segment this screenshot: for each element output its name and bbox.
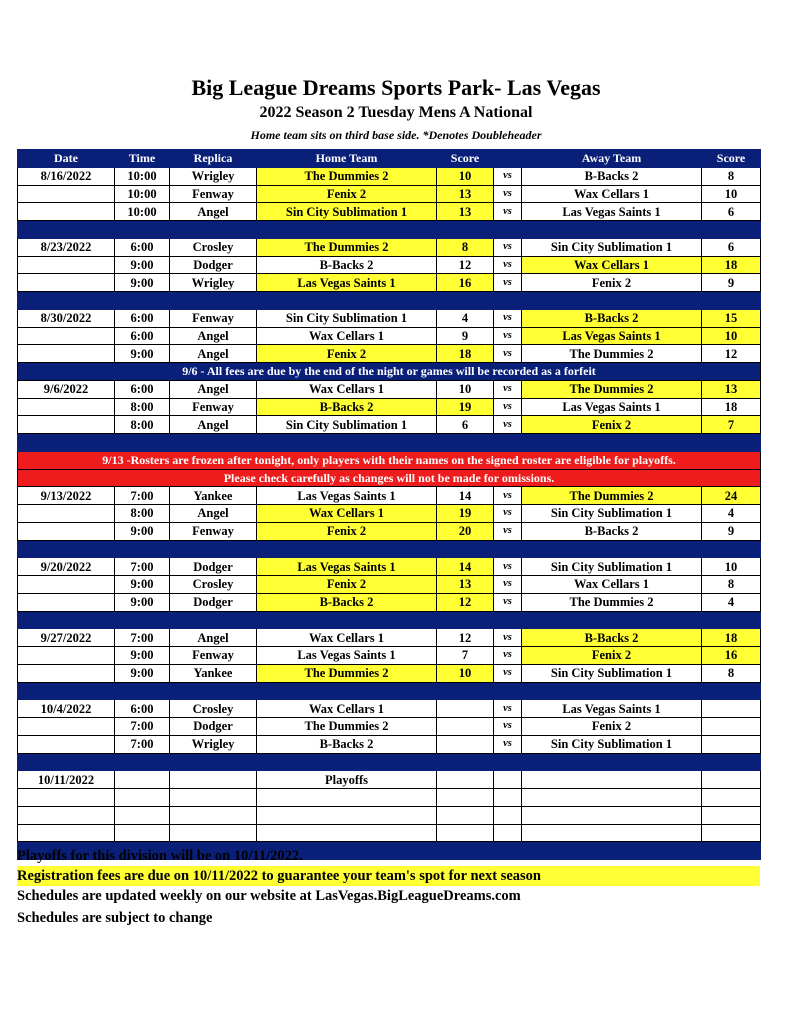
week-separator-row xyxy=(18,434,761,452)
away-score-cell: 7 xyxy=(702,416,761,434)
table-header-row xyxy=(18,150,761,168)
vs-cell: vs xyxy=(494,167,522,185)
home-score-cell: 10 xyxy=(437,167,494,185)
away-team-cell: Las Vegas Saints 1 xyxy=(522,700,702,718)
game-row xyxy=(18,789,761,807)
away-team-cell: Sin City Sublimation 1 xyxy=(522,664,702,682)
away-team-cell: Fenix 2 xyxy=(522,647,702,665)
date-cell xyxy=(18,505,115,523)
time-cell xyxy=(115,824,170,842)
home-team-cell: B-Backs 2 xyxy=(257,398,437,416)
home-score-cell: 9 xyxy=(437,327,494,345)
time-cell: 6:00 xyxy=(115,327,170,345)
vs-cell: vs xyxy=(494,647,522,665)
date-cell xyxy=(18,718,115,736)
separator-cell xyxy=(18,540,761,558)
home-score-cell xyxy=(437,700,494,718)
time-cell: 9:00 xyxy=(115,256,170,274)
away-score-cell xyxy=(702,735,761,753)
time-cell: 6:00 xyxy=(115,238,170,256)
home-score-cell xyxy=(437,718,494,736)
time-cell: 7:00 xyxy=(115,558,170,576)
schedule-body xyxy=(18,167,761,859)
date-cell xyxy=(18,789,115,807)
away-team-cell xyxy=(522,806,702,824)
replica-field-cell xyxy=(170,789,257,807)
home-team-cell: Wax Cellars 1 xyxy=(257,505,437,523)
game-row xyxy=(18,274,761,292)
home-team-cell: Las Vegas Saints 1 xyxy=(257,647,437,665)
away-team-cell: Wax Cellars 1 xyxy=(522,185,702,203)
col-header-home-score: Score xyxy=(437,150,494,168)
home-score-cell: 12 xyxy=(437,593,494,611)
home-team-cell: B-Backs 2 xyxy=(257,735,437,753)
time-cell: 9:00 xyxy=(115,576,170,594)
away-score-cell: 18 xyxy=(702,629,761,647)
replica-field-cell xyxy=(170,824,257,842)
game-row xyxy=(18,487,761,505)
replica-field-cell: Fenway xyxy=(170,309,257,327)
schedule-table xyxy=(17,149,761,860)
game-row xyxy=(18,238,761,256)
home-team-cell xyxy=(257,806,437,824)
away-team-cell: Las Vegas Saints 1 xyxy=(522,398,702,416)
home-score-cell: 18 xyxy=(437,345,494,363)
away-team-cell: Sin City Sublimation 1 xyxy=(522,735,702,753)
registration-notice: Registration fees are due on 10/11/2022 to guarantee your team's spot for next season xyxy=(17,866,760,886)
away-team-cell xyxy=(522,824,702,842)
vs-cell: vs xyxy=(494,416,522,434)
home-team-cell: Las Vegas Saints 1 xyxy=(257,274,437,292)
website-notice: Schedules are updated weekly on our website at LasVegas.BigLeagueDreams.com xyxy=(17,888,521,904)
home-team-note: Home team sits on third base side. *Denotes Doubleheader xyxy=(250,128,542,142)
date-cell xyxy=(18,647,115,665)
game-row xyxy=(18,718,761,736)
time-cell: 6:00 xyxy=(115,700,170,718)
date-cell xyxy=(18,735,115,753)
away-score-cell: 4 xyxy=(702,593,761,611)
separator-cell xyxy=(18,611,761,629)
time-cell: 10:00 xyxy=(115,203,170,221)
game-row xyxy=(18,398,761,416)
date-cell: 9/13/2022 xyxy=(18,487,115,505)
game-row xyxy=(18,185,761,203)
replica-field-cell: Wrigley xyxy=(170,274,257,292)
away-score-cell: 9 xyxy=(702,274,761,292)
vs-cell xyxy=(494,806,522,824)
game-row xyxy=(18,735,761,753)
home-score-cell: 8 xyxy=(437,238,494,256)
time-cell: 6:00 xyxy=(115,380,170,398)
replica-field-cell: Angel xyxy=(170,203,257,221)
roster-alert-row xyxy=(18,451,761,469)
week-separator-row xyxy=(18,753,761,771)
vs-cell: vs xyxy=(494,593,522,611)
vs-cell xyxy=(494,824,522,842)
time-cell: 6:00 xyxy=(115,309,170,327)
away-score-cell: 18 xyxy=(702,256,761,274)
vs-cell: vs xyxy=(494,185,522,203)
game-row xyxy=(18,327,761,345)
away-score-cell xyxy=(702,771,761,789)
away-score-cell xyxy=(702,789,761,807)
away-team-cell: The Dummies 2 xyxy=(522,593,702,611)
game-row xyxy=(18,771,761,789)
replica-field-cell: Wrigley xyxy=(170,167,257,185)
vs-cell: vs xyxy=(494,522,522,540)
away-team-cell xyxy=(522,789,702,807)
date-cell: 10/4/2022 xyxy=(18,700,115,718)
away-team-cell: Las Vegas Saints 1 xyxy=(522,203,702,221)
away-score-cell: 10 xyxy=(702,185,761,203)
replica-field-cell: Angel xyxy=(170,629,257,647)
away-score-cell: 13 xyxy=(702,380,761,398)
replica-field-cell: Fenway xyxy=(170,522,257,540)
date-cell xyxy=(18,274,115,292)
vs-cell: vs xyxy=(494,700,522,718)
home-score-cell: 14 xyxy=(437,558,494,576)
notice-text: Please check carefully as changes will not be made for omissions. xyxy=(18,469,761,487)
home-team-cell: Sin City Sublimation 1 xyxy=(257,203,437,221)
time-cell: 9:00 xyxy=(115,522,170,540)
col-header-date: Date xyxy=(18,150,115,168)
game-row xyxy=(18,256,761,274)
away-score-cell: 8 xyxy=(702,167,761,185)
date-cell xyxy=(18,398,115,416)
vs-cell: vs xyxy=(494,487,522,505)
game-row xyxy=(18,203,761,221)
time-cell: 10:00 xyxy=(115,185,170,203)
replica-field-cell xyxy=(170,806,257,824)
week-separator-row xyxy=(18,540,761,558)
date-cell: 8/23/2022 xyxy=(18,238,115,256)
away-team-cell: Wax Cellars 1 xyxy=(522,256,702,274)
home-team-cell: Fenix 2 xyxy=(257,185,437,203)
time-cell xyxy=(115,806,170,824)
home-score-cell: 10 xyxy=(437,664,494,682)
time-cell xyxy=(115,789,170,807)
replica-field-cell: Crosley xyxy=(170,238,257,256)
away-team-cell: Fenix 2 xyxy=(522,274,702,292)
home-team-cell: Wax Cellars 1 xyxy=(257,700,437,718)
game-row xyxy=(18,522,761,540)
away-score-cell: 6 xyxy=(702,238,761,256)
home-score-cell: 20 xyxy=(437,522,494,540)
date-cell: 10/11/2022 xyxy=(18,771,115,789)
col-header-time: Time xyxy=(115,150,170,168)
week-separator-row xyxy=(18,611,761,629)
away-team-cell: B-Backs 2 xyxy=(522,309,702,327)
replica-field-cell: Fenway xyxy=(170,185,257,203)
date-cell xyxy=(18,824,115,842)
home-score-cell: 10 xyxy=(437,380,494,398)
time-cell: 8:00 xyxy=(115,398,170,416)
away-score-cell: 8 xyxy=(702,576,761,594)
game-row xyxy=(18,380,761,398)
replica-field-cell: Dodger xyxy=(170,256,257,274)
replica-field-cell: Dodger xyxy=(170,558,257,576)
date-cell xyxy=(18,327,115,345)
home-team-cell: Playoffs xyxy=(257,771,437,789)
notice-text: 9/6 - All fees are due by the end of the night or games will be recorded as a forfeit xyxy=(18,363,761,381)
home-score-cell: 14 xyxy=(437,487,494,505)
col-header-away-team: Away Team xyxy=(522,150,702,168)
date-cell: 8/16/2022 xyxy=(18,167,115,185)
replica-field-cell: Wrigley xyxy=(170,735,257,753)
separator-cell xyxy=(18,753,761,771)
home-team-cell: Fenix 2 xyxy=(257,345,437,363)
home-score-cell: 16 xyxy=(437,274,494,292)
game-row xyxy=(18,664,761,682)
away-team-cell: Sin City Sublimation 1 xyxy=(522,238,702,256)
date-cell xyxy=(18,522,115,540)
away-team-cell: B-Backs 2 xyxy=(522,522,702,540)
replica-field-cell: Angel xyxy=(170,345,257,363)
home-score-cell: 4 xyxy=(437,309,494,327)
replica-field-cell: Dodger xyxy=(170,593,257,611)
away-score-cell: 16 xyxy=(702,647,761,665)
vs-cell: vs xyxy=(494,380,522,398)
away-score-cell xyxy=(702,824,761,842)
home-team-cell xyxy=(257,789,437,807)
home-team-cell xyxy=(257,824,437,842)
time-cell xyxy=(115,771,170,789)
fee-notice-row xyxy=(18,363,761,381)
replica-field-cell: Dodger xyxy=(170,718,257,736)
game-row xyxy=(18,576,761,594)
away-score-cell xyxy=(702,700,761,718)
vs-cell: vs xyxy=(494,505,522,523)
vs-cell: vs xyxy=(494,238,522,256)
home-score-cell xyxy=(437,806,494,824)
date-cell: 9/6/2022 xyxy=(18,380,115,398)
date-cell xyxy=(18,256,115,274)
away-score-cell xyxy=(702,806,761,824)
vs-cell: vs xyxy=(494,398,522,416)
notice-text: 9/13 -Rosters are frozen after tonight, only players with their names on the signed roster are eligible for playoffs. xyxy=(18,451,761,469)
time-cell: 9:00 xyxy=(115,274,170,292)
home-team-cell: Wax Cellars 1 xyxy=(257,380,437,398)
home-team-cell: Sin City Sublimation 1 xyxy=(257,416,437,434)
time-cell: 7:00 xyxy=(115,735,170,753)
home-score-cell xyxy=(437,735,494,753)
replica-field-cell: Fenway xyxy=(170,647,257,665)
week-separator-row xyxy=(18,682,761,700)
vs-cell xyxy=(494,771,522,789)
vs-cell: vs xyxy=(494,718,522,736)
vs-cell: vs xyxy=(494,274,522,292)
col-header-away-score: Score xyxy=(702,150,761,168)
date-cell: 9/20/2022 xyxy=(18,558,115,576)
playoffs-notice: Playoffs for this division will be on 10/11/2022. xyxy=(17,848,303,864)
col-header-replica: Replica xyxy=(170,150,257,168)
away-team-cell: The Dummies 2 xyxy=(522,487,702,505)
home-team-cell: The Dummies 2 xyxy=(257,167,437,185)
replica-field-cell xyxy=(170,771,257,789)
away-score-cell: 18 xyxy=(702,398,761,416)
replica-field-cell: Angel xyxy=(170,380,257,398)
replica-field-cell: Angel xyxy=(170,327,257,345)
vs-cell: vs xyxy=(494,203,522,221)
home-team-cell: B-Backs 2 xyxy=(257,593,437,611)
time-cell: 7:00 xyxy=(115,718,170,736)
date-cell xyxy=(18,345,115,363)
replica-field-cell: Crosley xyxy=(170,700,257,718)
game-row xyxy=(18,167,761,185)
vs-cell: vs xyxy=(494,345,522,363)
vs-cell: vs xyxy=(494,327,522,345)
vs-cell: vs xyxy=(494,558,522,576)
col-header-vs xyxy=(494,150,522,168)
time-cell: 8:00 xyxy=(115,505,170,523)
replica-field-cell: Yankee xyxy=(170,487,257,505)
away-score-cell: 6 xyxy=(702,203,761,221)
page-title: Big League Dreams Sports Park- Las Vegas xyxy=(191,75,601,100)
game-row xyxy=(18,806,761,824)
home-team-cell: Wax Cellars 1 xyxy=(257,327,437,345)
vs-cell: vs xyxy=(494,256,522,274)
time-cell: 7:00 xyxy=(115,487,170,505)
away-score-cell: 10 xyxy=(702,327,761,345)
date-cell: 9/27/2022 xyxy=(18,629,115,647)
home-team-cell: Wax Cellars 1 xyxy=(257,629,437,647)
home-score-cell: 13 xyxy=(437,203,494,221)
home-score-cell: 6 xyxy=(437,416,494,434)
game-row xyxy=(18,824,761,842)
page-subtitle: 2022 Season 2 Tuesday Mens A National xyxy=(259,104,533,121)
time-cell: 9:00 xyxy=(115,593,170,611)
vs-cell: vs xyxy=(494,664,522,682)
vs-cell: vs xyxy=(494,629,522,647)
game-row xyxy=(18,345,761,363)
away-score-cell: 8 xyxy=(702,664,761,682)
home-score-cell: 13 xyxy=(437,185,494,203)
replica-field-cell: Yankee xyxy=(170,664,257,682)
game-row xyxy=(18,309,761,327)
home-score-cell: 13 xyxy=(437,576,494,594)
home-score-cell xyxy=(437,789,494,807)
vs-cell: vs xyxy=(494,735,522,753)
home-score-cell xyxy=(437,824,494,842)
away-team-cell xyxy=(522,771,702,789)
replica-field-cell: Angel xyxy=(170,416,257,434)
away-score-cell: 4 xyxy=(702,505,761,523)
away-score-cell xyxy=(702,718,761,736)
away-score-cell: 10 xyxy=(702,558,761,576)
away-team-cell: Fenix 2 xyxy=(522,416,702,434)
away-score-cell: 9 xyxy=(702,522,761,540)
home-team-cell: The Dummies 2 xyxy=(257,238,437,256)
separator-cell xyxy=(18,292,761,310)
away-score-cell: 24 xyxy=(702,487,761,505)
game-row xyxy=(18,558,761,576)
game-row xyxy=(18,700,761,718)
week-separator-row xyxy=(18,221,761,239)
replica-field-cell: Fenway xyxy=(170,398,257,416)
home-team-cell: Fenix 2 xyxy=(257,522,437,540)
home-score-cell: 12 xyxy=(437,256,494,274)
date-cell: 8/30/2022 xyxy=(18,309,115,327)
home-team-cell: Las Vegas Saints 1 xyxy=(257,487,437,505)
home-score-cell: 7 xyxy=(437,647,494,665)
col-header-home-team: Home Team xyxy=(257,150,437,168)
date-cell xyxy=(18,185,115,203)
date-cell xyxy=(18,806,115,824)
roster-alert-row xyxy=(18,469,761,487)
home-team-cell: The Dummies 2 xyxy=(257,718,437,736)
home-team-cell: The Dummies 2 xyxy=(257,664,437,682)
time-cell: 9:00 xyxy=(115,664,170,682)
away-team-cell: The Dummies 2 xyxy=(522,345,702,363)
away-team-cell: Fenix 2 xyxy=(522,718,702,736)
game-row xyxy=(18,505,761,523)
time-cell: 7:00 xyxy=(115,629,170,647)
home-team-cell: B-Backs 2 xyxy=(257,256,437,274)
vs-cell xyxy=(494,789,522,807)
date-cell xyxy=(18,593,115,611)
home-score-cell: 19 xyxy=(437,505,494,523)
separator-cell xyxy=(18,682,761,700)
game-row xyxy=(18,647,761,665)
home-score-cell: 12 xyxy=(437,629,494,647)
game-row xyxy=(18,416,761,434)
time-cell: 8:00 xyxy=(115,416,170,434)
week-separator-row xyxy=(18,292,761,310)
change-notice: Schedules are subject to change xyxy=(17,910,213,926)
away-score-cell: 15 xyxy=(702,309,761,327)
replica-field-cell: Crosley xyxy=(170,576,257,594)
home-team-cell: Las Vegas Saints 1 xyxy=(257,558,437,576)
game-row xyxy=(18,629,761,647)
home-team-cell: Sin City Sublimation 1 xyxy=(257,309,437,327)
vs-cell: vs xyxy=(494,309,522,327)
away-score-cell: 12 xyxy=(702,345,761,363)
away-team-cell: B-Backs 2 xyxy=(522,629,702,647)
vs-cell: vs xyxy=(494,576,522,594)
away-team-cell: Las Vegas Saints 1 xyxy=(522,327,702,345)
game-row xyxy=(18,593,761,611)
date-cell xyxy=(18,203,115,221)
date-cell xyxy=(18,664,115,682)
home-team-cell: Fenix 2 xyxy=(257,576,437,594)
date-cell xyxy=(18,576,115,594)
home-score-cell xyxy=(437,771,494,789)
time-cell: 10:00 xyxy=(115,167,170,185)
separator-cell xyxy=(18,221,761,239)
away-team-cell: Wax Cellars 1 xyxy=(522,576,702,594)
separator-cell xyxy=(18,434,761,452)
away-team-cell: B-Backs 2 xyxy=(522,167,702,185)
time-cell: 9:00 xyxy=(115,345,170,363)
home-score-cell: 19 xyxy=(437,398,494,416)
away-team-cell: Sin City Sublimation 1 xyxy=(522,505,702,523)
date-cell xyxy=(18,416,115,434)
replica-field-cell: Angel xyxy=(170,505,257,523)
time-cell: 9:00 xyxy=(115,647,170,665)
away-team-cell: Sin City Sublimation 1 xyxy=(522,558,702,576)
away-team-cell: The Dummies 2 xyxy=(522,380,702,398)
